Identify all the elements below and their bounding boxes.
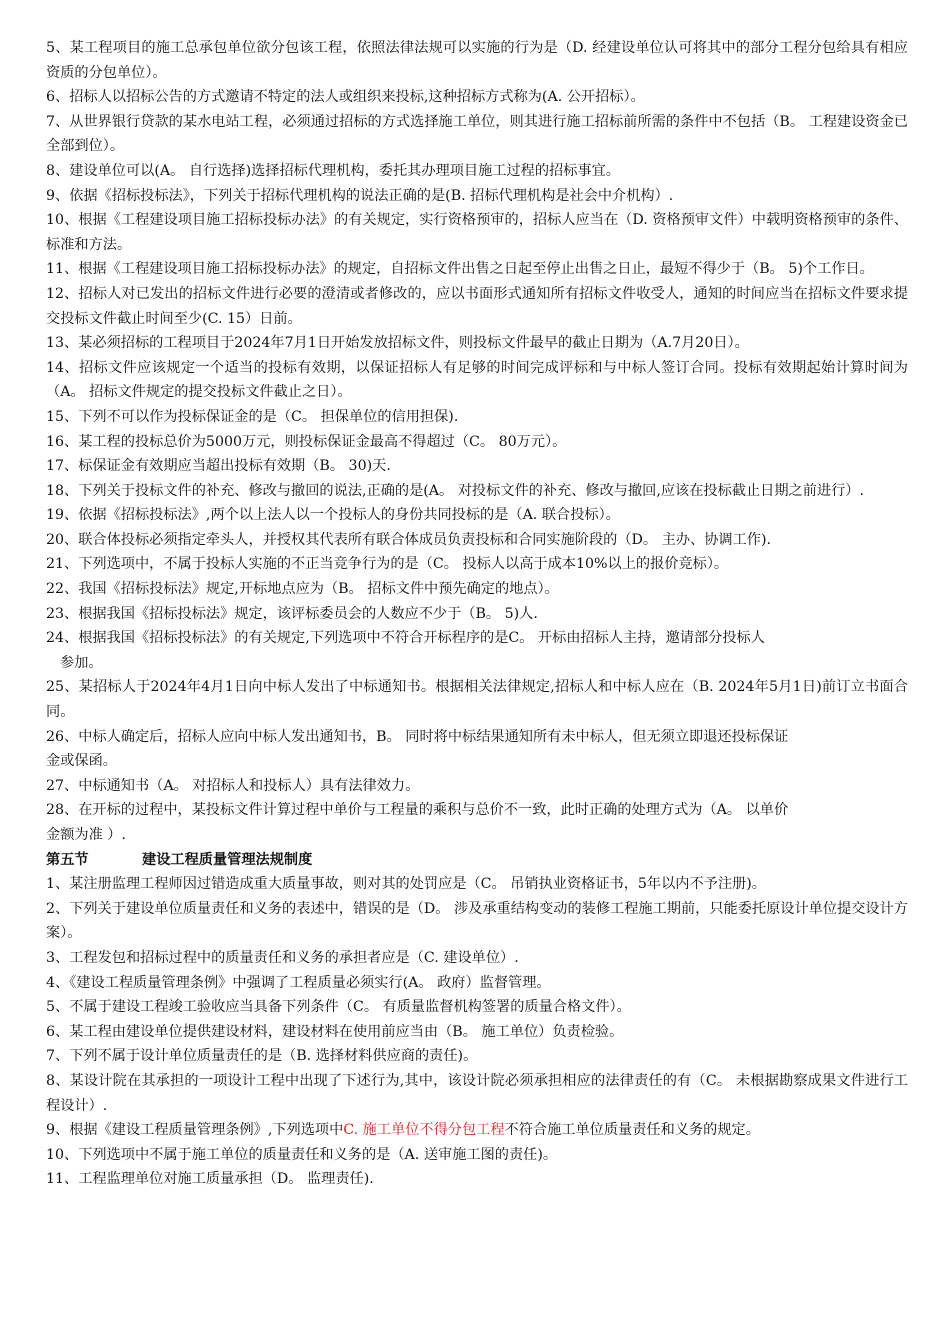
question-item: 15、下列不可以作为投标保证金的是（C。 担保单位的信用担保). — [46, 408, 459, 425]
question-item: 5、某工程项目的施工总承包单位欲分包该工程，依照法律法规可以实施的行为是（D. 经建设单位认可将其中的部分工程分包给具有相应资质的分包单位）。 — [46, 40, 908, 81]
question-item: 16、某工程的投标总价为5000万元，则投标保证金最高不得超过（C。 80万元）。 — [46, 433, 567, 450]
question-list-section-4 — [46, 36, 908, 848]
question-list-section-5-cont — [46, 1143, 908, 1192]
question-item: 27、中标通知书（A。 对招标人和投标人）具有法律效力。 — [46, 777, 420, 794]
item9-before: 9、根据《建设工程质量管理条例》,下列选项中 — [46, 1122, 344, 1139]
section-heading — [46, 848, 908, 873]
question-item: 1、某注册监理工程师因过错造成重大质量事故，则对其的处罚应是（C。 吊销执业资格证书，5年以内不予注册)。 — [46, 876, 766, 893]
question-item: 9、依据《招标投标法》，下列关于招标代理机构的说法正确的是(B. 招标代理机构是社会中介机构）. — [46, 187, 674, 204]
question-item: 12、招标人对已发出的招标文件进行必要的澄清或者修改的，应以书面形式通知所有招标文件收受人，通知的时间应当在招标文件要求提交投标文件截止时间至少(C. 15）日前。 — [46, 285, 908, 327]
document-page — [46, 36, 908, 1192]
question-item-9-highlighted — [46, 1118, 908, 1143]
section-label: 第五节 — [46, 851, 89, 868]
question-item: 5、不属于建设工程竣工验收应当具备下列条件（C。 有质量监督机构签署的质量合格文件）。 — [46, 999, 631, 1016]
question-item: 13、某必须招标的工程项目于2024年7月1日开始发放招标文件，则投标文件最早的截止日期为（A.7月20日）。 — [46, 335, 749, 352]
question-item: 7、下列不属于设计单位质量责任的是（B. 选择材料供应商的责任)。 — [46, 1048, 478, 1065]
question-item: 11、工程监理单位对施工质量承担（D。 监理责任). — [46, 1171, 374, 1188]
question-item-continuation: 参加。 — [60, 654, 103, 671]
question-item: 7、从世界银行贷款的某水电站工程，必须通过招标的方式选择施工单位，则其进行施工招标前所需的条件中不包括（B。 工程建设资金已全部到位）。 — [46, 113, 908, 155]
question-item: 28、在开标的过程中，某投标文件计算过程中单价与工程量的乘积与总价不一致，此时正确的处理方式为（A。 以单价 — [46, 802, 789, 819]
question-item: 25、某招标人于2024年4月1日向中标人发出了中标通知书。根据相关法律规定,招标人和中标人应在（B. 2024年5月1日)前订立书面合同。 — [46, 679, 908, 721]
question-item: 23、根据我国《招标投标法》规定，该评标委员会的人数应不少于（B。 5)人. — [46, 605, 538, 622]
section-title: 建设工程质量管理法规制度 — [142, 851, 313, 868]
question-item: 26、中标人确定后，招标人应向中标人发出通知书，B。 同时将中标结果通知所有未中标人，但无须立即退还投标保证 — [46, 728, 789, 745]
question-item: 2、下列关于建设单位质量责任和义务的表述中，错误的是（D。 涉及承重结构变动的装修工程施工期前，只能委托原设计单位提交设计方案）。 — [46, 900, 908, 942]
question-item: 17、标保证金有效期应当超出投标有效期（B。 30)天. — [46, 458, 391, 475]
question-item: 22、我国《招标投标法》规定,开标地点应为（B。 招标文件中预先确定的地点）。 — [46, 581, 559, 598]
question-item: 14、招标文件应该规定一个适当的投标有效期，以保证招标人有足够的时间完成评标和与中标人签订合同。投标有效期起始计算时间为（A。 招标文件规定的提交投标文件截止之日）。 — [46, 359, 908, 401]
question-item: 19、依据《招标投标法》,两个以上法人以一个投标人的身份共同投标的是（A. 联合投标）。 — [46, 507, 620, 524]
item9-after: 不符合施工单位质量责任和义务的规定。 — [504, 1122, 760, 1139]
question-item-continuation: 金额为准 ）. — [46, 827, 126, 843]
question-item: 24、根据我国《招标投标法》的有关规定,下列选项中不符合开标程序的是C。 开标由招标人主持，邀请部分投标人 — [46, 630, 765, 647]
question-item: 8、某设计院在其承担的一项设计工程中出现了下述行为,其中，该设计院必须承担相应的法律责任的有（C。 未根据勘察成果文件进行工程设计）. — [46, 1072, 908, 1114]
question-item: 18、下列关于投标文件的补充、修改与撤回的说法,正确的是(A。 对投标文件的补充、修改与撤回,应该在投标截止日期之前进行）. — [46, 482, 865, 499]
question-list-section-5 — [46, 872, 908, 1118]
question-item: 8、建设单位可以(A。 自行选择)选择招标代理机构，委托其办理项目施工过程的招标事宜。 — [46, 162, 620, 179]
question-item: 11、根据《工程建设项目施工招标投标办法》的规定，自招标文件出售之日起至停止出售之日止，最短不得少于（B。 5)个工作日。 — [46, 261, 874, 278]
question-item: 20、联合体投标必须指定牵头人，并授权其代表所有联合体成员负责投标和合同实施阶段的（D。 主办、协调工作). — [46, 531, 771, 548]
item9-highlight: C. 施工单位不得分包工程 — [343, 1122, 505, 1139]
question-item: 6、某工程由建设单位提供建设材料，建设材料在使用前应当由（B。 施工单位）负责检验。 — [46, 1023, 624, 1040]
question-item: 21、下列选项中，不属于投标人实施的不正当竞争行为的是（C。 投标人以高于成本10%以上的报价竞标）。 — [46, 556, 729, 573]
question-item: 6、招标人以招标公告的方式邀请不特定的法人或组织来投标,这种招标方式称为(A. 公开招标）。 — [46, 89, 645, 106]
question-item-continuation: 金或保函。 — [46, 753, 117, 770]
question-item: 3、工程发包和招标过程中的质量责任和义务的承担者应是（C. 建设单位）. — [46, 949, 519, 966]
question-item: 10、下列选项中不属于施工单位的质量责任和义务的是（A. 送审施工图的责任)。 — [46, 1146, 558, 1163]
question-item: 10、根据《工程建设项目施工招标投标办法》的有关规定，实行资格预审的，招标人应当在（D. 资格预审文件）中载明资格预审的条件、标准和方法。 — [46, 212, 908, 253]
question-item: 4、《建设工程质量管理条例》中强调了工程质量必须实行(A。 政府）监督管理。 — [46, 974, 551, 991]
